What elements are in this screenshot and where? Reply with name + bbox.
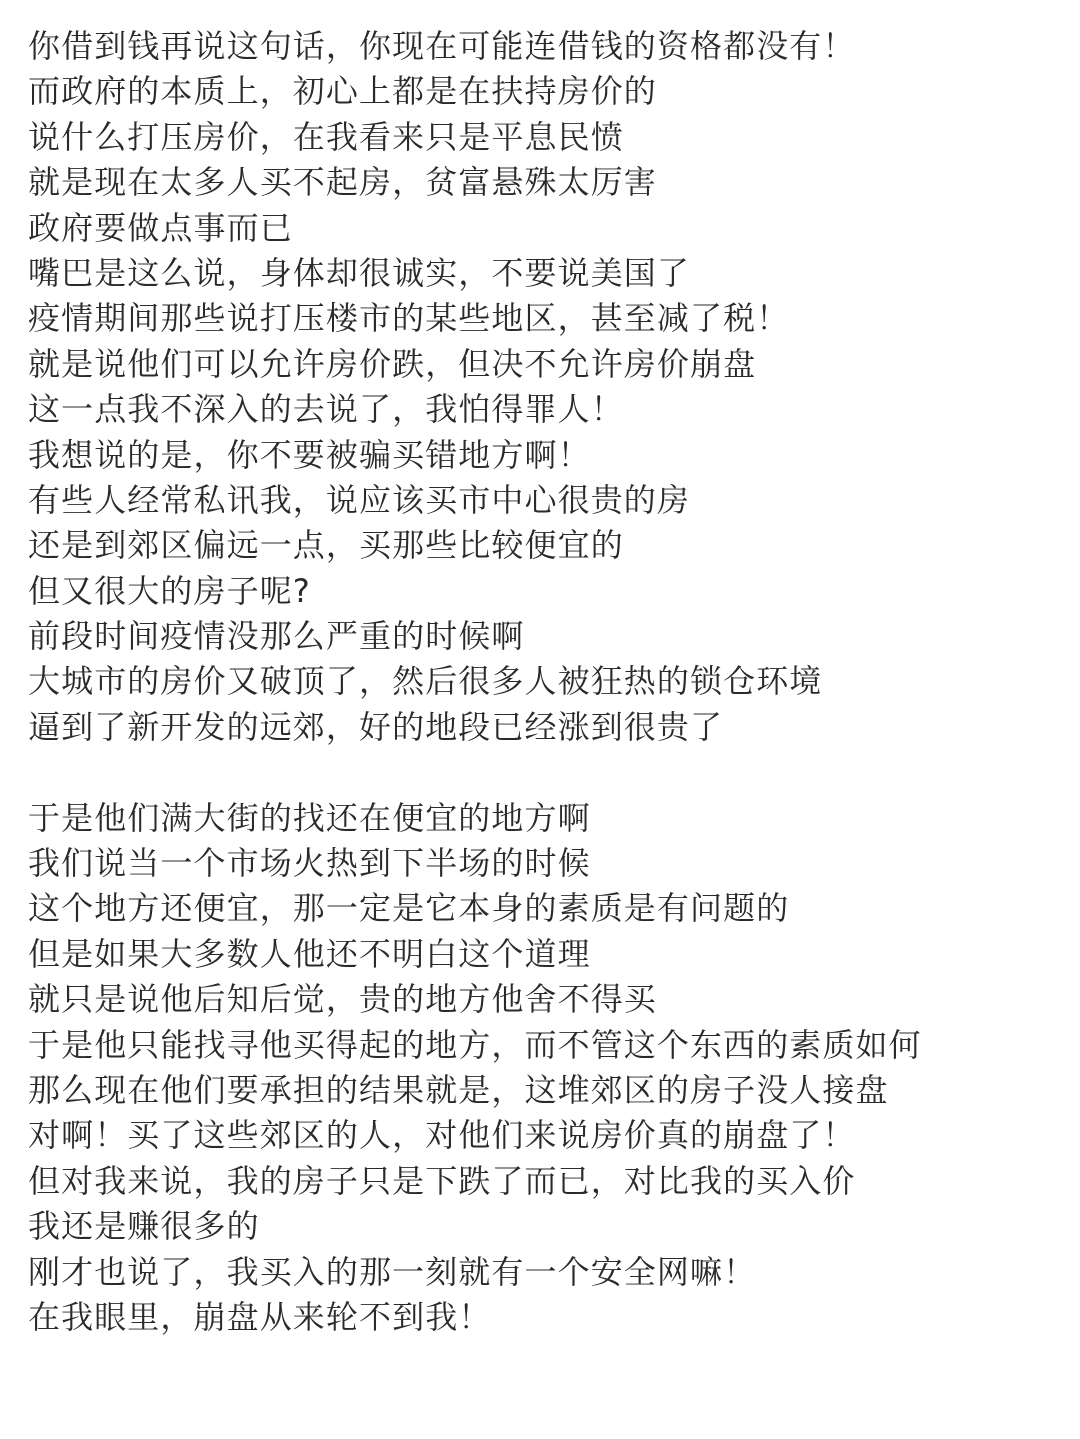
text-line: 但对我来说，我的房子只是下跌了而已，对比我的买入价: [28, 1161, 856, 1200]
text-line: 而政府的本质上，初心上都是在扶持房价的: [28, 72, 657, 111]
text-line: 这一点我不深入的去说了，我怕得罪人！: [28, 390, 624, 429]
text-line: 政府要做点事而已: [28, 208, 293, 247]
text-line: 我们说当一个市场火热到下半场的时候: [28, 844, 591, 883]
text-line: 但是如果大多数人他还不明白这个道理: [28, 934, 591, 973]
text-line: 我还是赚很多的: [28, 1207, 260, 1246]
text-line: 你借到钱再说这句话，你现在可能连借钱的资格都没有！: [28, 27, 856, 65]
text-line: 就只是说他后知后觉，贵的地方他舍不得买: [28, 980, 657, 1019]
text-line: 于是他只能找寻他买得起的地方，而不管这个东西的素质如何: [28, 1025, 922, 1064]
paragraph-gap: [28, 750, 1068, 795]
post-text: [28, 24, 1068, 1340]
text-line: 前段时间疫情没那么严重的时候啊: [28, 617, 525, 656]
text-line: 刚才也说了，我买入的那一刻就有一个安全网嘛！: [28, 1252, 757, 1291]
text-line: 于是他们满大街的找还在便宜的地方啊: [28, 798, 591, 837]
text-line: 疫情期间那些说打压楼市的某些地区，甚至减了税！: [28, 299, 790, 338]
text-line: 在我眼里，崩盘从来轮不到我！: [28, 1297, 492, 1336]
text-line: 但又很大的房子呢?: [28, 571, 311, 610]
text-line: 我想说的是，你不要被骗买错地方啊！: [28, 435, 591, 474]
text-line: 大城市的房价又破顶了，然后很多人被狂热的锁仓环境: [28, 662, 823, 701]
text-line: 对啊！买了这些郊区的人，对他们来说房价真的崩盘了！: [28, 1116, 856, 1155]
text-line: 说什么打压房价，在我看来只是平息民愤: [28, 117, 624, 156]
text-line: 就是现在太多人买不起房，贫富悬殊太厉害: [28, 163, 657, 202]
text-line: 这个地方还便宜，那一定是它本身的素质是有问题的: [28, 889, 790, 928]
text-line: 那么现在他们要承担的结果就是，这堆郊区的房子没人接盘: [28, 1070, 889, 1109]
text-line: 嘴巴是这么说，身体却很诚实，不要说美国了: [28, 253, 691, 292]
text-line: 还是到郊区偏远一点，买那些比较便宜的: [28, 526, 624, 565]
text-line: 逼到了新开发的远郊，好的地段已经涨到很贵了: [28, 707, 724, 746]
text-line: 就是说他们可以允许房价跌，但决不允许房价崩盘: [28, 344, 757, 383]
text-line: 有些人经常私讯我，说应该买市中心很贵的房: [28, 480, 691, 519]
